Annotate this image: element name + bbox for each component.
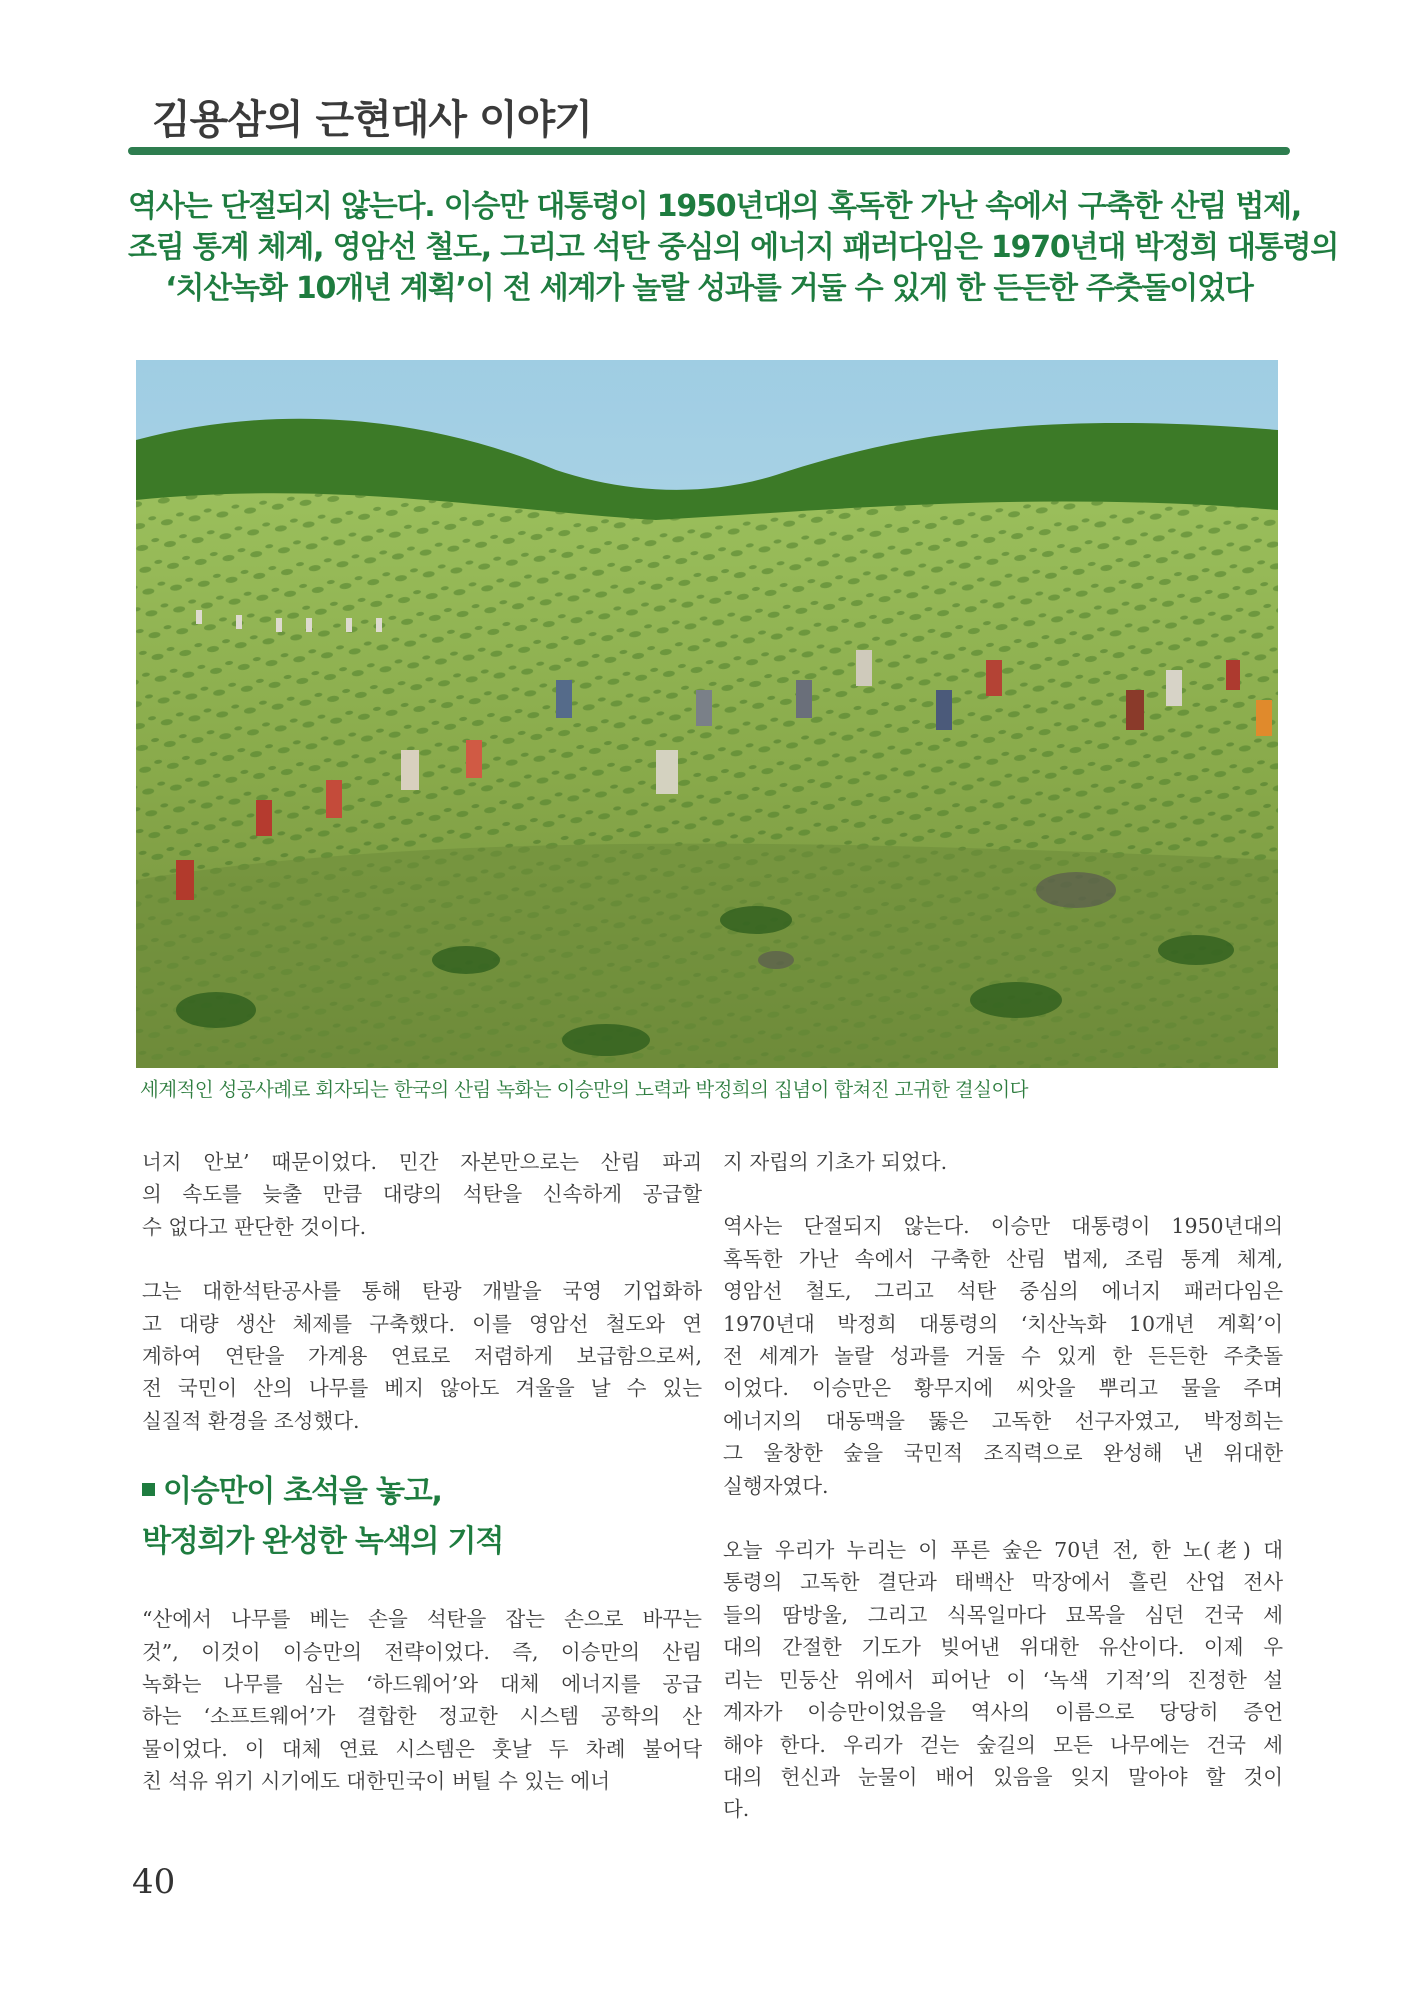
square-bullet-icon [142,1483,155,1496]
text-line: 친 석유 위기 시기에도 대한민국이 버틸 수 있는 에너 [142,1769,610,1794]
text-line: 오늘 우리가 누리는 이 푸른 숲은 70년 전, 한 노(老) 대 [723,1538,1283,1563]
text-line: 들의 땀방울, 그리고 식목일마다 묘목을 심던 건국 세 [723,1602,1283,1627]
text-line: 역사는 단절되지 않는다. 이승만 대통령이 1950년대의 [723,1214,1283,1239]
lead-paragraph [128,186,1339,309]
left-column [142,1146,702,1798]
text-line: 하는 ‘소프트웨어’가 결합한 정교한 시스템 공학의 산 [142,1704,702,1729]
text-line: 영암선 철도, 그리고 석탄 중심의 에너지 패러다임은 [723,1279,1283,1304]
right-column [723,1146,1283,1826]
text-line: 통령의 고독한 결단과 태백산 막장에서 흘린 산업 전사 [723,1570,1283,1595]
subhead-line: 박정희가 완성한 녹색의 기적 [142,1524,504,1560]
text-line: 계하여 연탄을 가계용 연료로 저렴하게 보급함으로써, [142,1344,702,1369]
text-line: 리는 민둥산 위에서 피어난 이 ‘녹색 기적’의 진정한 설 [723,1667,1283,1692]
lead-line: 역사는 단절되지 않는다. 이승만 대통령이 1950년대의 혹독한 가난 속에서 구축한 산림 법제, [128,189,1302,224]
text-line: 실행자였다. [723,1473,829,1498]
text-line: 물이었다. 이 대체 연료 시스템은 훗날 두 차례 불어닥 [142,1736,702,1761]
text-line: 에너지의 대동맥을 뚫은 고독한 선구자였고, 박정희는 [723,1408,1283,1433]
title-rule [128,147,1290,155]
text-line: 그는 대한석탄공사를 통해 탄광 개발을 국영 기업화하 [142,1279,702,1304]
text-line: 실질적 환경을 조성했다. [142,1408,360,1433]
text-line: 지 자립의 기초가 되었다. [723,1150,948,1174]
text-line: 이었다. 이승만은 황무지에 씨앗을 뿌리고 물을 주며 [723,1376,1283,1401]
reforestation-photo [136,360,1278,1068]
text-line: 대의 헌신과 눈물이 배어 있음을 잊지 말아야 할 것이 [723,1764,1283,1789]
text-line: 것”, 이것이 이승만의 전략이었다. 즉, 이승만의 산림 [142,1639,702,1664]
text-line: 다. [723,1797,750,1822]
lead-line: ‘치산녹화 10개년 계획’이 전 세계가 놀랄 성과를 거둘 수 있게 한 든든한 주춧돌이었다 [165,271,1253,306]
text-line: 1970년대 박정희 대통령의 ‘치산녹화 10개년 계획’이 [723,1311,1283,1336]
text-line: 너지 안보’ 때문이었다. 민간 자본만으로는 산림 파괴 [142,1150,702,1174]
text-line: 혹독한 가난 속에서 구축한 산림 법제, 조림 통계 체계, [723,1246,1283,1271]
text-line: “산에서 나무를 베는 손을 석탄을 잡는 손으로 바꾸는 [142,1607,702,1632]
section-subhead [142,1467,702,1567]
subhead-line: 이승만이 초석을 놓고, [163,1474,442,1510]
text-line: 대의 간절한 기도가 빚어낸 위대한 유산이다. 이제 우 [723,1635,1283,1660]
text-line: 해야 한다. 우리가 걷는 숲길의 모든 나무에는 건국 세 [723,1732,1283,1757]
text-line: 계자가 이승만이었음을 역사의 이름으로 당당히 증언 [723,1700,1283,1725]
text-line: 의 속도를 늦출 만큼 대량의 석탄을 신속하게 공급할 [142,1182,702,1207]
text-line: 전 세계가 놀랄 성과를 거둘 수 있게 한 든든한 주춧돌 [723,1344,1283,1369]
page-number: 40 [132,1862,176,1902]
text-line: 수 없다고 판단한 것이다. [142,1214,367,1239]
text-line: 그 울창한 숲을 국민적 조직력으로 완성해 낸 위대한 [723,1441,1283,1466]
text-line: 전 국민이 산의 나무를 베지 않아도 겨울을 날 수 있는 [142,1376,702,1401]
lead-line: 조림 통계 체계, 영암선 철도, 그리고 석탄 중심의 에너지 패러다임은 1970년대 박정희 대통령의 [128,230,1339,265]
photo-caption: 세계적인 성공사례로 회자되는 한국의 산림 녹화는 이승만의 노력과 박정희의 집념이 합쳐진 고귀한 결실이다 [140,1078,1028,1101]
text-line: 고 대량 생산 체제를 구축했다. 이를 영암선 철도와 연 [142,1311,702,1336]
text-line: 녹화는 나무를 심는 ‘하드웨어’와 대체 에너지를 공급 [142,1672,702,1697]
series-title: 김용삼의 근현대사 이야기 [152,97,592,143]
